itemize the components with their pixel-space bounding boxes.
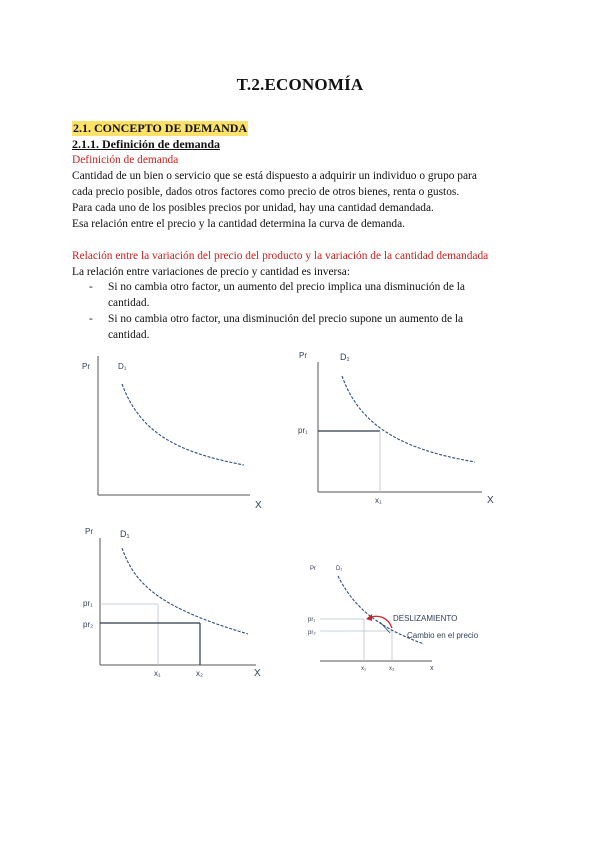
price-label-2: pr₂ bbox=[308, 630, 316, 636]
quantity-axis-label: x bbox=[430, 665, 434, 672]
price-label-1: pr₁ bbox=[83, 599, 93, 608]
quantity-axis-label: X bbox=[487, 495, 494, 506]
relation-heading: Relación entre la variación del precio del producto y la variación de la cantidad demandada bbox=[72, 250, 489, 262]
price-change-note: Cambio en el precio bbox=[407, 631, 479, 640]
list-item-line: cantidad. bbox=[108, 329, 150, 341]
definition-line: Para cada uno de los posibles precios por unidad, hay una cantidad demandada. bbox=[72, 202, 434, 214]
subsection-heading: 2.1.1. Definición de demanda bbox=[72, 137, 221, 151]
list-item-line: Si no cambia otro factor, una disminución del precio supone un aumento de la bbox=[108, 313, 464, 325]
price-axis-label: Pr bbox=[299, 351, 307, 360]
definition-line: cada precio posible, dados otros factores como precio de otros bienes, renta o gustos. bbox=[72, 186, 460, 198]
quantity-label-2: x₂ bbox=[196, 669, 204, 678]
quantity-axis-label: X bbox=[255, 500, 262, 511]
price-label-2: pr₂ bbox=[83, 620, 94, 629]
quantity-axis-label: X bbox=[254, 668, 261, 679]
price-axis-label: Pr bbox=[85, 527, 93, 536]
price-axis-label: Pr bbox=[82, 362, 90, 371]
quantity-label-1: x₁ bbox=[361, 666, 367, 672]
relation-intro: La relación entre variaciones de precio y cantidad es inversa: bbox=[72, 266, 350, 278]
list-item-line: Si no cambia otro factor, un aumento del precio implica una disminución de la bbox=[108, 281, 465, 293]
curve-label: D₁ bbox=[120, 529, 130, 539]
price-label-1: pr₁ bbox=[308, 617, 316, 623]
definition-line: Esa relación entre el precio y la cantidad determina la curva de demanda. bbox=[72, 218, 406, 230]
movement-label: DESLIZAMIENTO bbox=[393, 614, 458, 623]
quantity-label: x₁ bbox=[375, 496, 382, 505]
curve-label: D₁ bbox=[118, 362, 127, 371]
bullet-dash: - bbox=[89, 313, 93, 325]
quantity-label-1: x₁ bbox=[154, 669, 161, 678]
section-heading: 2.1. CONCEPTO DE DEMANDA bbox=[73, 121, 248, 135]
definition-line: Cantidad de un bien o servicio que se está dispuesto a adquirir un individuo o grupo para bbox=[72, 170, 477, 182]
list-item-line: cantidad. bbox=[108, 297, 150, 309]
quantity-label-2: x₂ bbox=[389, 666, 395, 672]
page-title: T.2.ECONOMÍA bbox=[236, 75, 364, 94]
curve-label: D₁ bbox=[340, 352, 350, 362]
bullet-dash: - bbox=[89, 281, 93, 293]
definition-heading: Definición de demanda bbox=[72, 154, 179, 166]
curve-label: D₁ bbox=[336, 566, 343, 572]
price-axis-label: Pr bbox=[310, 566, 316, 572]
price-label: pr₁ bbox=[298, 426, 308, 435]
